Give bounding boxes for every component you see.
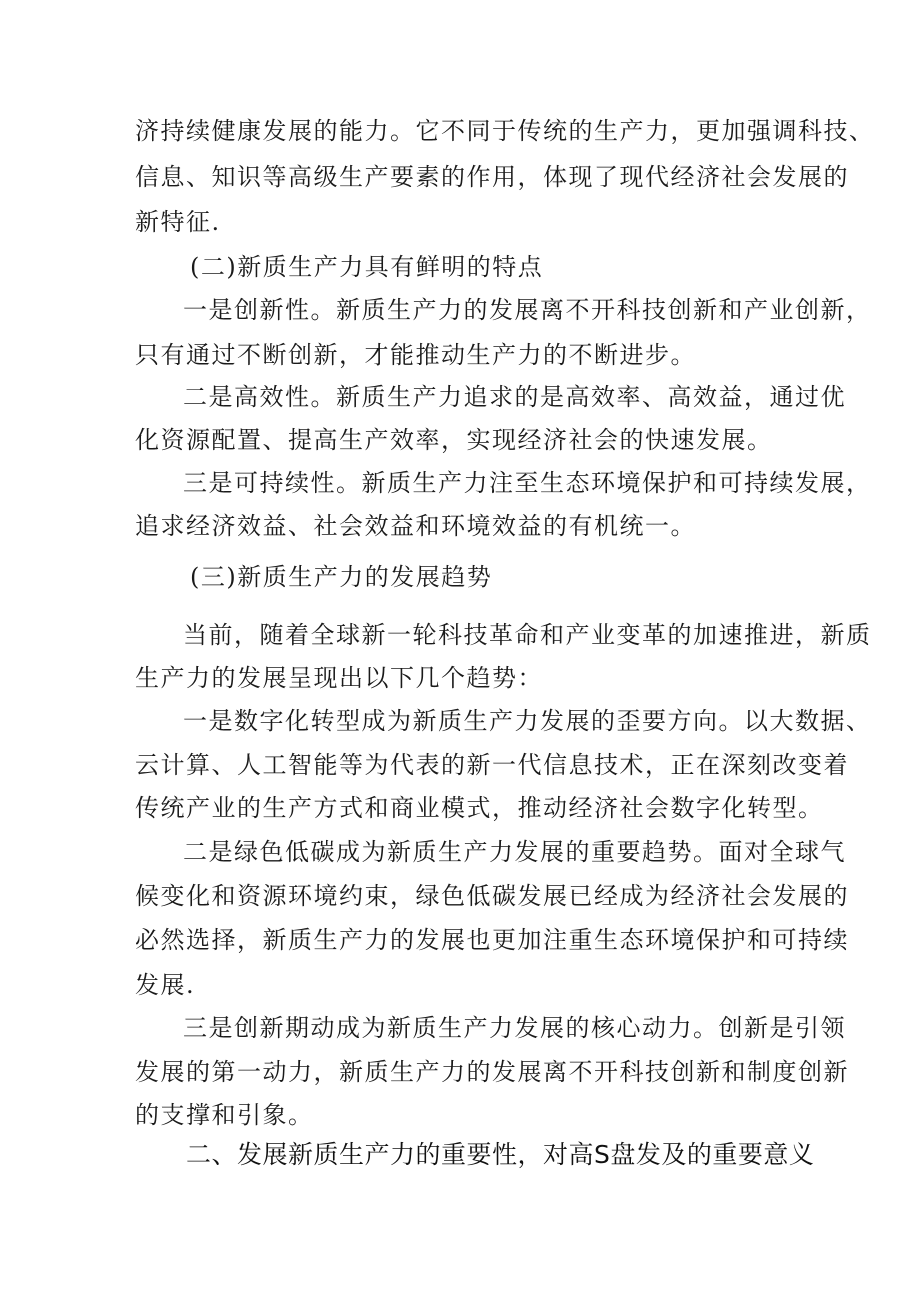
paragraph-line: 三是创新期动成为新质生产力发展的核心动力。创新是引领 xyxy=(183,1014,846,1042)
paragraph-line: 发展. xyxy=(135,971,196,999)
paragraph-line: 化资源配置、提高生产效率，实现经济社会的快速发展。 xyxy=(135,426,773,454)
paragraph-line: 候变化和资源环境约束，绿色低碳发展已经成为经济社会发展的 xyxy=(135,882,849,910)
paragraph-line: 传统产业的生产方式和商业模式，推动经济社会数字化转型。 xyxy=(135,794,824,822)
paragraph-line: 当前，随着全球新一轮科技革命和产业变革的加速推进，新质 xyxy=(183,621,872,649)
section-heading: 二、发展新质生产力的重要性，对高S盘发及的重要意义 xyxy=(186,1140,815,1169)
paragraph-line: 只有通过不断创新，才能推动生产力的不断进步。 xyxy=(135,341,696,369)
paragraph-line: 生产力的发展呈现出以下几个趋势： xyxy=(135,664,543,692)
paragraph-line: 三是可持续性。新质生产力注至生态环境保护和可持续发展， xyxy=(183,469,872,497)
paragraph-line: 一是创新性。新质生产力的发展离不开科技创新和产业创新， xyxy=(183,296,872,324)
paragraph-line: 的支撑和引象。 xyxy=(135,1101,314,1129)
paragraph-line: 新特征. xyxy=(135,208,221,236)
paragraph-line: 追求经济效益、社会效益和环境效益的有机统一。 xyxy=(135,512,696,540)
paragraph-line: 必然选择，新质生产力的发展也更加注重生态环境保护和可持续 xyxy=(135,926,849,954)
subsection-heading: (二)新质生产力具有鲜明的特点 xyxy=(190,253,544,281)
subsection-heading: (三)新质生产力的发展趋势 xyxy=(190,563,493,591)
paragraph-line: 济持续健康发展的能力。它不同于传统的生产力，更加强调科技、 xyxy=(135,117,875,145)
paragraph-line: 云计算、人工智能等为代表的新一代信息技术，正在深刻改变着 xyxy=(135,751,849,779)
paragraph-line: 二是高效性。新质生产力追求的是高效率、高效益，通过优 xyxy=(183,383,846,411)
paragraph-line: 二是绿色低碳成为新质生产力发展的重要趋势。面对全球气 xyxy=(183,838,846,866)
paragraph-line: 发展的第一动力，新质生产力的发展离不开科技创新和制度创新 xyxy=(135,1058,849,1086)
paragraph-line: 一是数字化转型成为新质生产力发展的歪要方向。以大数据、 xyxy=(183,707,872,735)
paragraph-line: 信息、知识等高级生产要素的作用，体现了现代经济社会发展的 xyxy=(135,163,849,191)
